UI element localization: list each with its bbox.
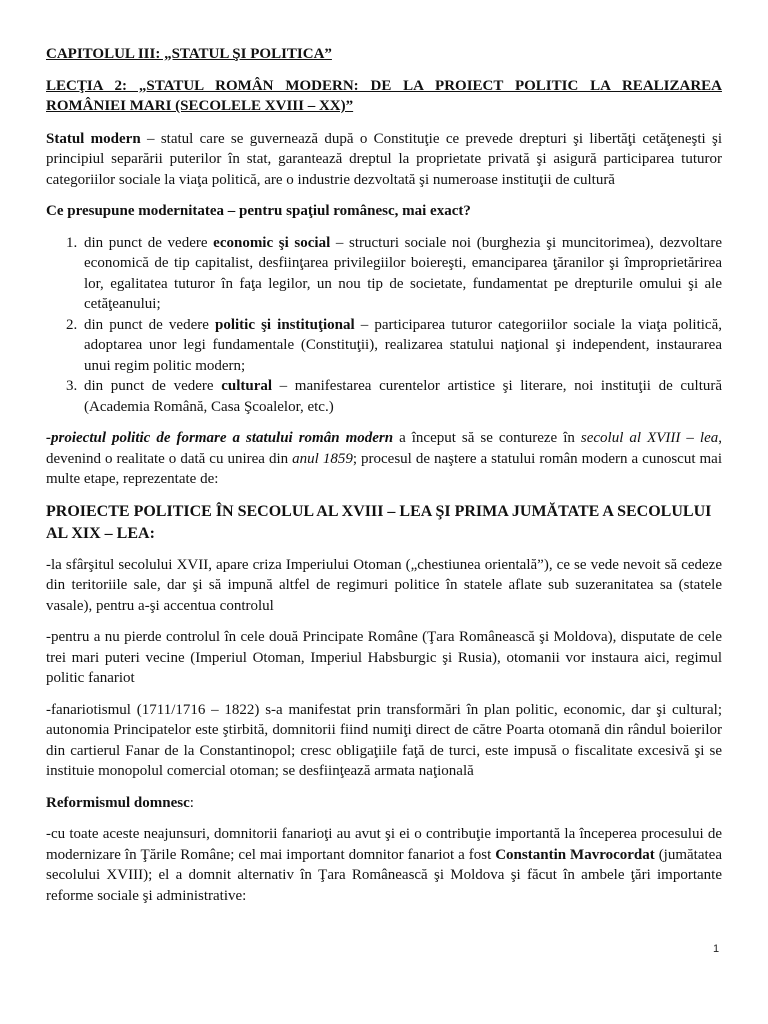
list-item <box>46 315 722 377</box>
mavrocordat-text-1: -cu toate aceste neajunsuri, domnitorii fanarioţi au avut şi ei o contribuţie importantă la începerea procesului de modernizare în Ţările Române; cel mai important domnitor fanariot a fost <box>46 826 722 863</box>
paragraph-mavrocordat <box>46 824 722 906</box>
mavrocordat-text-2: (jumătatea secolului XVIII); el a domnit alternativ în Ţara Românească şi Moldova şi făcut în ambele ţări importante reforme sociale şi administrative: <box>46 846 722 904</box>
list-item-prefix: din punct de vedere <box>84 378 222 394</box>
subheading-colon: : <box>189 794 194 811</box>
list-item-text: – structuri sociale noi (burghezia şi muncitorimea), dezvoltare economică de tip capitalist, desfiinţarea privilegiilor boiereşti, emanciparea ţăranilor şi împroprietărirea lor, egalitatea tuturor în faţa legilor, un nou tip de societate, fundamentat pe drepturile omului şi ale cetăţeanului; <box>84 234 722 312</box>
project-text-3: ; procesul de naştere a statului român modern a cunoscut mai multe etape, reprezentate de: <box>46 450 722 487</box>
modernity-points-list <box>46 233 722 418</box>
list-item-number: 2. <box>66 316 78 333</box>
paragraph-ottoman-crisis: -la sfârşitul secolului XVII, apare criza Imperiului Otoman („chestiunea orientală”), ce se vede nevoit să cedeze din teritoriile sale, dar şi să impună altfel de regimuri politice în statele aflate sub suzeranitatea sa (statele vasale), pentru a-şi accentua controlul <box>46 556 722 614</box>
list-item-number: 1. <box>66 234 78 251</box>
paragraph-principalities: -pentru a nu pierde controlul în cele două Principate Române (Ţara Românească şi Moldova), disputate de cele trei mari puteri vecine (Imperiul Otoman, Imperiul Habsburgic şi Rusia), otomanii vor instaura aici, regimul politic fanariot <box>46 629 722 686</box>
project-lead: -proiectul politic de formare a statului român modern <box>46 430 394 446</box>
list-item-text: – participarea tuturor categoriilor sociale la viaţa politică, adoptarea unor legi fundamentale (Constituţii), realizarea statului naţional şi independent, instaurarea unui regim politic modern; <box>84 316 722 374</box>
document-page <box>46 44 722 917</box>
list-item <box>46 233 722 315</box>
list-item-number: 3. <box>66 378 78 394</box>
list-item-text: – manifestarea curentelor artistice şi literare, noi instituţii de cultură (Academia Română, Casa Şcoalelor, etc.) <box>84 378 723 415</box>
project-year: anul 1859 <box>292 450 353 467</box>
paragraph-phanariotism: -fanariotismul (1711/1716 – 1822) s-a manifestat prin transformări în plan politic, economic, dar şi cultural; autonomia Principatelor este ştirbită, domnitorii fiind numiţi direct de către Poarta otomană din rândul boierilor din cartierul Fanar de la Constantinopol; cresc obligaţiile faţă de turci, este impusă o fiscalitate excesivă şi se instituie monopolul comercial otoman; se desfiinţează armata naţională <box>46 701 722 779</box>
list-item-keyword: politic şi instituţional <box>214 316 355 333</box>
mavrocordat-name: Constantin Mavrocordat <box>495 846 655 863</box>
list-item <box>46 376 722 417</box>
page-number: 1 <box>713 943 720 955</box>
list-item-keyword: cultural <box>221 378 273 394</box>
lesson-title: LECŢIA 2: „STATUL ROMÂN MODERN: DE LA PROIECT POLITIC LA REALIZAREA ROMÂNIEI MARI (SECOLELE XVIII – XX)” <box>46 77 722 114</box>
section-title: PROIECTE POLITICE ÎN SECOLUL AL XVIII – LEA ŞI PRIMA JUMĂTATE A SECOLULUI AL XIX – LEA: <box>46 502 712 542</box>
subheading <box>46 793 722 814</box>
subheading-text: Reformismul domnesc <box>46 794 190 811</box>
list-item-prefix: din punct de vedere <box>84 234 214 251</box>
modernity-question: Ce presupune modernitatea – pentru spaţiul românesc, mai exact? <box>46 203 471 219</box>
project-text-2: , devenind o realitate o dată cu unirea din <box>46 430 722 467</box>
project-text-1: a început să se contureze în <box>393 430 581 446</box>
project-paragraph <box>46 428 722 490</box>
definition-paragraph <box>46 129 722 191</box>
list-item-prefix: din punct de vedere <box>84 316 215 333</box>
project-century: secolul al XVIII – lea <box>580 430 719 446</box>
chapter-title: CAPITOLUL III: „STATUL ŞI POLITICA” <box>46 46 332 62</box>
list-item-keyword: economic şi social <box>213 234 331 251</box>
definition-term: Statul modern <box>46 130 141 147</box>
definition-text: – statul care se guvernează după o Constituţie ce prevede drepturi şi libertăţi cetăţeneşti şi principiul separării puterilor în stat, garantează dreptul la proprietate privată şi asigură participarea tuturor categoriilor sociale la viaţa politică, are o industrie dezvoltată şi numeroase instituţii de cultură <box>46 130 722 188</box>
